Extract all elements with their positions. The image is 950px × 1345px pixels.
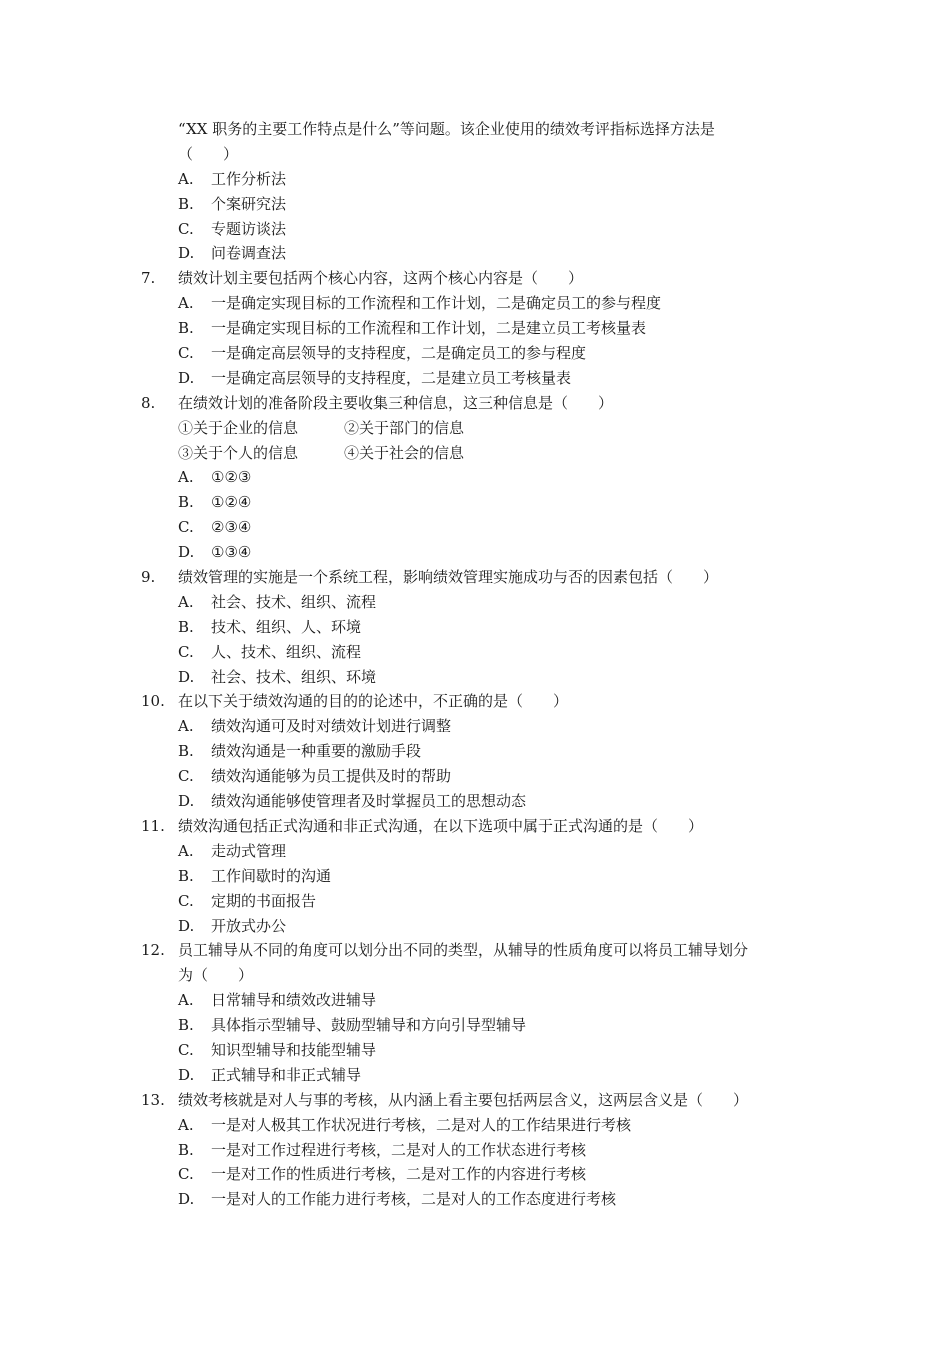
option-text: 正式辅导和非正式辅导 [211,1065,362,1084]
option-c [0,1162,950,1187]
option-letter: C. [178,767,194,786]
option-letter: C. [178,642,194,661]
option-letter: A. [178,991,194,1010]
option-c [0,217,950,242]
option-text: 走动式管理 [211,841,287,860]
option-text: 具体指示型辅导、鼓励型辅导和方向引导型辅导 [211,1016,527,1035]
option-text: ①②④ [211,493,252,512]
answer-blank: （ ） [178,144,239,163]
option-text: 人、技术、组织、流程 [211,642,362,661]
option-letter: B. [178,1140,194,1159]
option-text: 问卷调查法 [211,244,287,263]
question-number: 7. [141,269,156,288]
option-d [0,366,950,391]
option-letter: D. [178,1065,195,1084]
option-text: 工作分析法 [211,169,287,188]
option-b [0,864,950,889]
option-b [0,739,950,764]
option-text: ①②③ [211,468,252,487]
question-8 [0,391,950,416]
option-text: ①③④ [211,543,252,562]
question-12 [0,938,950,963]
option-letter: A. [178,717,194,736]
option-b [0,490,950,515]
option-d [0,914,950,939]
option-b [0,1138,950,1163]
option-letter: D. [178,1190,195,1209]
option-text: 一是对人的工作能力进行考核，二是对人的工作态度进行考核 [211,1190,617,1209]
option-text: 绩效沟通能够使管理者及时掌握员工的思想动态 [211,792,527,811]
option-letter: D. [178,916,195,935]
option-text: ②③④ [211,518,252,537]
option-a [0,291,950,316]
option-a [0,988,950,1013]
question-text-line [0,117,950,142]
option-text: 一是对工作过程进行考核，二是对人的工作状态进行考核 [211,1140,587,1159]
option-d [0,1187,950,1212]
option-letter: B. [178,493,194,512]
option-a [0,839,950,864]
question-text: “XX 职务的主要工作特点是什么”等问题。该企业使用的绩效考评指标选择方法是 [178,120,715,138]
question-7 [0,266,950,291]
option-a [0,167,950,192]
question-text-line [0,963,950,988]
question-text: 绩效管理的实施是一个系统工程，影响绩效管理实施成功与否的因素包括（ ） [178,568,719,587]
question-number: 10. [141,692,165,711]
option-text: 社会、技术、组织、环境 [211,667,377,686]
option-text: 个案研究法 [211,194,287,213]
option-c [0,640,950,665]
option-text: 绩效沟通能够为员工提供及时的帮助 [211,767,452,786]
option-b [0,192,950,217]
option-letter: A. [178,169,194,188]
option-text: 开放式办公 [211,916,287,935]
question-text-line [0,142,950,167]
option-letter: A. [178,1115,194,1134]
option-d [0,1063,950,1088]
option-text: 绩效沟通可及时对绩效计划进行调整 [211,717,452,736]
option-d [0,789,950,814]
question-text: 在绩效计划的准备阶段主要收集三种信息，这三种信息是（ ） [178,393,614,412]
option-letter: B. [178,742,194,761]
option-text: 一是确定实现目标的工作流程和工作计划，二是确定员工的参与程度 [211,294,662,313]
question-11 [0,814,950,839]
option-letter: B. [178,866,194,885]
option-text: 定期的书面报告 [211,891,317,910]
option-c [0,341,950,366]
option-d [0,665,950,690]
question-text: 在以下关于绩效沟通的目的的论述中，不正确的是（ ） [178,692,569,711]
option-letter: B. [178,194,194,213]
option-a [0,1113,950,1138]
option-text: 一是确定实现目标的工作流程和工作计划，二是建立员工考核量表 [211,319,647,338]
option-text: 一是对人极其工作状况进行考核，二是对人的工作结果进行考核 [211,1115,632,1134]
option-a [0,590,950,615]
option-letter: C. [178,891,194,910]
option-text: 工作间歇时的沟通 [211,866,332,885]
option-b [0,316,950,341]
option-text: 专题访谈法 [211,219,287,238]
option-b [0,615,950,640]
question-number: 12. [141,941,165,960]
option-letter: D. [178,543,195,562]
question-text: 员工辅导从不同的角度可以划分出不同的类型，从辅导的性质角度可以将员工辅导划分 [178,941,749,960]
option-d [0,241,950,266]
option-c [0,515,950,540]
option-text: 绩效沟通是一种重要的激励手段 [211,742,422,761]
option-a [0,465,950,490]
info-item: ④关于社会的信息 [344,443,465,462]
option-c [0,764,950,789]
option-c [0,889,950,914]
option-letter: C. [178,1165,194,1184]
option-letter: A. [178,841,194,860]
option-letter: A. [178,468,194,487]
option-letter: B. [178,1016,194,1035]
option-text: 日常辅导和绩效改进辅导 [211,991,377,1010]
question-10 [0,689,950,714]
question-text: 绩效沟通包括正式沟通和非正式沟通，在以下选项中属于正式沟通的是（ ） [178,816,704,835]
option-text: 知识型辅导和技能型辅导 [211,1040,377,1059]
question-number: 13. [141,1090,165,1109]
option-text: 一是对工作的性质进行考核，二是对工作的内容进行考核 [211,1165,587,1184]
info-item: ①关于企业的信息 [178,418,299,437]
option-text: 技术、组织、人、环境 [211,617,362,636]
option-letter: B. [178,319,194,338]
question-number: 9. [141,568,156,587]
question-9 [0,565,950,590]
question-text: 绩效考核就是对人与事的考核，从内涵上看主要包括两层含义，这两层含义是（ ） [178,1090,749,1109]
option-letter: C. [178,518,194,537]
option-text: 一是确定高层领导的支持程度，二是确定员工的参与程度 [211,344,587,363]
option-letter: B. [178,617,194,636]
option-letter: D. [178,368,195,387]
question-text: 为（ ） [178,966,254,985]
option-c [0,1038,950,1063]
info-items-row [0,441,950,466]
info-items-row [0,416,950,441]
option-b [0,1013,950,1038]
question-number: 8. [141,393,156,412]
question-number: 11. [141,816,165,835]
question-13 [0,1088,950,1113]
option-text: 一是确定高层领导的支持程度，二是建立员工考核量表 [211,368,572,387]
option-d [0,540,950,565]
question-text: 绩效计划主要包括两个核心内容，这两个核心内容是（ ） [178,269,584,288]
question-page [0,117,950,1212]
option-letter: C. [178,1040,194,1059]
info-item: ③关于个人的信息 [178,443,299,462]
option-letter: D. [178,792,195,811]
option-letter: D. [178,667,195,686]
option-letter: C. [178,219,194,238]
option-text: 社会、技术、组织、流程 [211,592,377,611]
option-a [0,714,950,739]
option-letter: A. [178,294,194,313]
option-letter: C. [178,344,194,363]
option-letter: A. [178,592,194,611]
option-letter: D. [178,244,195,263]
info-item: ②关于部门的信息 [344,418,465,437]
